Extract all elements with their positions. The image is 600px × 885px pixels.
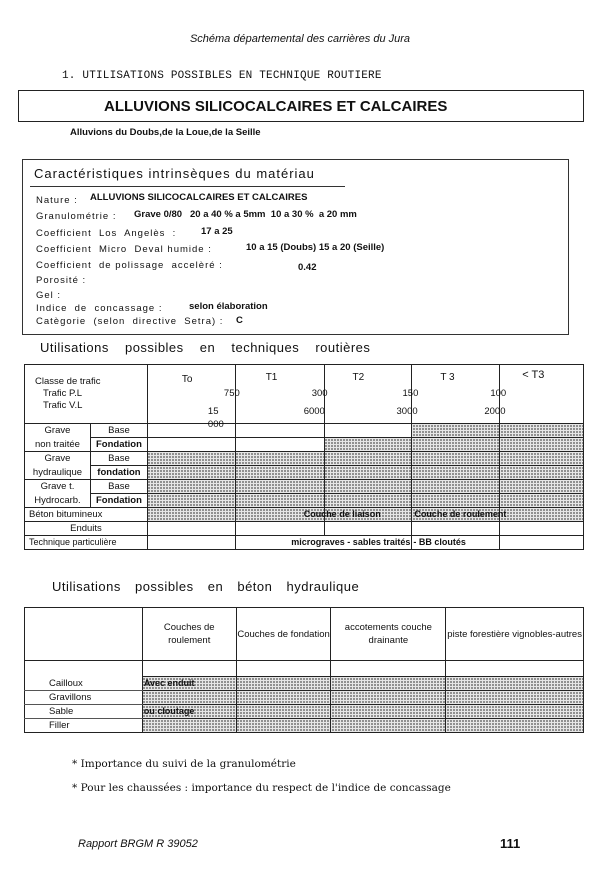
road-row: [25, 494, 584, 508]
table-cell: [412, 494, 500, 508]
char-row-concassage: Indice de concassage : selon élaboration: [36, 301, 268, 314]
concrete-row: [25, 677, 584, 691]
table-cell: [500, 494, 584, 508]
road-row: [25, 424, 584, 438]
table-cell: ou cloutage: [142, 705, 236, 719]
table-cell: [331, 719, 446, 733]
cell-t2: [324, 424, 412, 438]
table-cell: Grave t.: [25, 480, 91, 494]
characteristics-title: Caractéristiques intrinsèques du matériau: [34, 166, 315, 181]
cell-to: [147, 438, 235, 452]
table-cell: [412, 522, 500, 536]
table-cell: [324, 494, 412, 508]
table-cell: [500, 480, 584, 494]
table-cell: Technique particulière: [25, 536, 148, 550]
road-row-technique: [25, 536, 584, 550]
table-cell: - BB cloutés: [412, 536, 500, 550]
col-couches-fondation: Couches de fondation: [236, 608, 331, 661]
table-cell: [412, 466, 500, 480]
title-box: [18, 90, 584, 122]
section-heading: 1. UTILISATIONS POSSIBLES EN TECHNIQUE ROUTIERE: [62, 70, 382, 82]
char-row-porosite: Porosité :: [36, 275, 87, 286]
col-accotements: accotements couche drainante: [331, 608, 446, 661]
subtitle: Alluvions du Doubs,de la Loue,de la Seille: [70, 127, 261, 138]
table-cell: [446, 691, 584, 705]
cell-lt-t3: [500, 438, 584, 452]
road-row: [25, 438, 584, 452]
table-cell: Béton bitumineux: [25, 508, 148, 522]
concrete-header-row: [25, 608, 584, 661]
concrete-row: [25, 691, 584, 705]
char-row-nature: Nature : ALLUVIONS SILICOCALCAIRES ET CALCAIRES: [36, 192, 308, 206]
table-cell: Grave: [25, 452, 91, 466]
table-cell: [147, 508, 235, 522]
class-to: To 750 15 000: [147, 365, 235, 424]
cell-t1: [235, 424, 324, 438]
class-t3: T 3 100 2000: [412, 365, 500, 424]
table-cell: [412, 508, 507, 522]
table-cell: [324, 522, 412, 536]
couche-roulement-label: Couche de roulement: [414, 509, 507, 519]
table-cell: [236, 719, 331, 733]
table-cell: [446, 677, 584, 691]
col-piste-forestiere: piste forestière vignobles-autres: [446, 608, 584, 661]
table-cell: [235, 452, 324, 466]
table-cell: Fondation: [90, 494, 147, 508]
road-row-beton-bitumineux: [25, 508, 584, 522]
table-cell: [235, 494, 324, 508]
table-cell: [235, 480, 324, 494]
road-uses-table: [24, 364, 584, 550]
table-cell: [500, 522, 584, 536]
page-number: 111: [500, 836, 521, 851]
note-concassage: * Pour les chaussées : importance du respect de l'indice de concassage: [72, 782, 451, 794]
table-cell: [235, 466, 324, 480]
table-cell: [331, 691, 446, 705]
class-t2: T2 150 3000: [324, 365, 412, 424]
table-cell: [412, 480, 500, 494]
table-cell: micrograves - sables traités: [235, 536, 412, 550]
table-cell: Base: [90, 480, 147, 494]
table-cell: [236, 677, 331, 691]
road-row-enduits: [25, 522, 584, 536]
concrete-uses-table: [24, 607, 584, 733]
table-cell: Sable: [25, 705, 143, 719]
road-row: [25, 452, 584, 466]
table-cell: [446, 661, 584, 677]
cell-lt-t3: [500, 424, 584, 438]
table-cell: [147, 522, 235, 536]
cell-t1: [235, 438, 324, 452]
concrete-uses-title: Utilisations possibles en béton hydraulique: [52, 579, 360, 594]
table-cell: [235, 508, 381, 522]
table-cell: [235, 522, 324, 536]
table-cell: Base: [90, 424, 147, 438]
table-cell: Avec enduit: [142, 677, 236, 691]
road-row: [25, 480, 584, 494]
class-lt-t3: < T3: [500, 365, 584, 424]
char-row-los-angeles: Coefficient Los Angelès : 17 a 25: [36, 226, 233, 239]
road-uses-title: Utilisations possibles en techniques routières: [40, 340, 371, 355]
table-cell: [147, 452, 235, 466]
table-cell: Base: [90, 452, 147, 466]
table-cell: [236, 705, 331, 719]
table-cell: [142, 691, 236, 705]
cell-t3: [412, 438, 500, 452]
table-cell: [236, 661, 331, 677]
table-cell: [500, 466, 584, 480]
material-title: ALLUVIONS SILICOCALCAIRES ET CALCAIRES: [104, 98, 448, 115]
char-row-polissage: Coefficient de polissage accelèré : 0.42: [36, 260, 317, 273]
table-cell: [142, 719, 236, 733]
table-cell: Filler: [25, 719, 143, 733]
table-cell: [236, 691, 331, 705]
running-header: Schéma départemental des carrières du Jura: [189, 33, 411, 45]
divider: [30, 186, 345, 187]
table-cell: Fondation: [90, 438, 147, 452]
table-cell: [331, 705, 446, 719]
table-cell: [147, 494, 235, 508]
table-cell: hydraulique: [25, 466, 91, 480]
road-row: [25, 466, 584, 480]
table-cell: [324, 480, 412, 494]
traffic-header-row: [25, 365, 584, 424]
char-row-granulometrie: Granulométrie : Grave 0/80 20 a 40 % a 5mm 10 a 30 % a 20 mm: [36, 209, 357, 222]
table-cell: [324, 466, 412, 480]
table-cell: [147, 536, 235, 550]
char-row-gel: Gel :: [36, 290, 62, 301]
char-row-micro-deval: Coefficient Micro Deval humide : 10 a 15 (Doubs) 15 a 20 (Seille): [36, 242, 385, 255]
table-cell: [446, 705, 584, 719]
table-cell: [331, 677, 446, 691]
concrete-row: [25, 705, 584, 719]
traffic-labels: Classe de trafic Trafic P.L Trafic V.L: [25, 365, 148, 424]
table-cell: Grave: [25, 424, 91, 438]
table-cell: [331, 661, 446, 677]
table-cell: Gravillons: [25, 691, 143, 705]
concrete-row: [25, 719, 584, 733]
table-cell: [324, 452, 412, 466]
table-cell: [142, 661, 236, 677]
table-cell: [500, 452, 584, 466]
table-cell: Enduits: [25, 522, 148, 536]
table-cell: [147, 466, 235, 480]
note-granulometrie: * Importance du suivi de la granulométrie: [72, 758, 296, 770]
table-cell: [500, 508, 584, 522]
table-cell: [25, 608, 143, 661]
footer-report: Rapport BRGM R 39052: [78, 838, 198, 850]
couche-liaison-label: Couche de liaison: [303, 509, 381, 519]
table-cell: [446, 719, 584, 733]
char-row-categorie: Catègorie (selon directive Setra) : C: [36, 315, 243, 327]
table-cell: non traitée: [25, 438, 91, 452]
table-cell: Hydrocarb.: [25, 494, 91, 508]
class-t1: T1 300 6000: [235, 365, 324, 424]
table-cell: [147, 480, 235, 494]
table-cell: [412, 452, 500, 466]
col-couches-roulement: Couches de roulement: [142, 608, 236, 661]
table-cell: fondation: [90, 466, 147, 480]
table-cell: [25, 661, 143, 677]
cell-t3: [412, 424, 500, 438]
cell-t2: [324, 438, 412, 452]
table-cell: [500, 536, 584, 550]
table-cell: Cailloux: [25, 677, 143, 691]
